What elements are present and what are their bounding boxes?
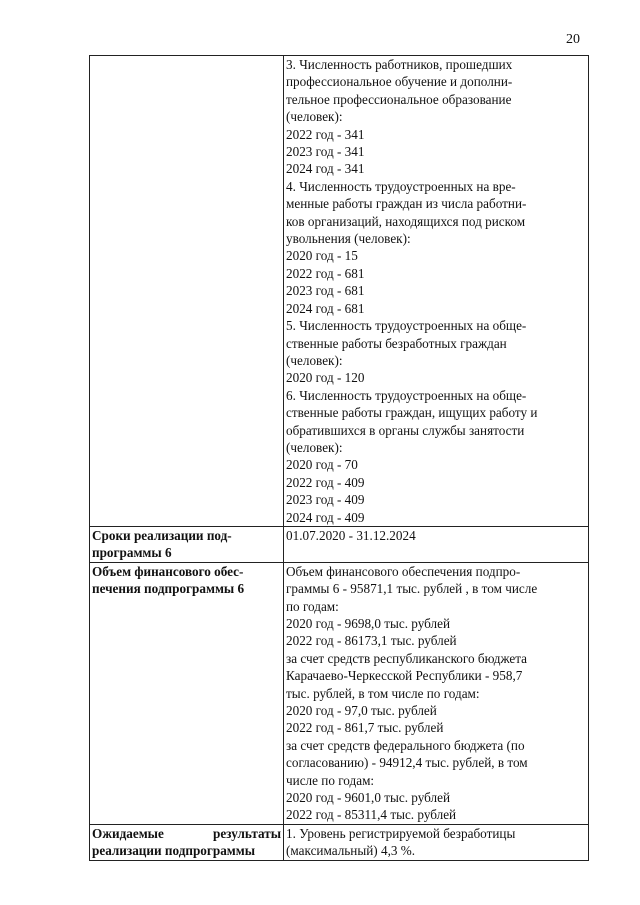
text-line: согласованию) - 94912,4 тыс. рублей, в том bbox=[286, 755, 528, 771]
text-line: 2024 год - 409 bbox=[286, 509, 365, 525]
text-line: профессиональное обучение и дополни- bbox=[286, 74, 513, 90]
text-line: обратившихся в органы службы занятости bbox=[286, 422, 525, 438]
text-line: увольнения (человек): bbox=[286, 231, 411, 247]
text-line: по годам: bbox=[286, 598, 339, 614]
row-value bbox=[284, 562, 589, 824]
page-number: 20 bbox=[566, 32, 580, 47]
text-line: 2024 год - 681 bbox=[286, 300, 365, 316]
label-line: программы 6 bbox=[92, 545, 172, 561]
text-line: 6. Численность трудоустроенных на обще- bbox=[286, 387, 527, 403]
text-line: 2022 год - 409 bbox=[286, 474, 365, 490]
text-line: 3. Численность работников, прошедших bbox=[286, 57, 513, 72]
text-line: 4. Численность трудоустроенных на вре- bbox=[286, 178, 516, 194]
text-line: Объем финансового обеспечения подпро- bbox=[286, 563, 521, 579]
text-line: (человек): bbox=[286, 439, 343, 455]
label-word: результаты bbox=[212, 825, 281, 841]
row-label bbox=[90, 824, 284, 860]
text-line: тельное профессиональное образование bbox=[286, 91, 512, 107]
label-line: печения подпрограммы 6 bbox=[92, 581, 245, 597]
text-line: 2022 год - 861,7 тыс. рублей bbox=[286, 720, 444, 736]
text-line: 2020 год - 9601,0 тыс. рублей bbox=[286, 790, 451, 806]
text-line: менные работы граждан из числа работни- bbox=[286, 196, 527, 212]
text-line: 2023 год - 409 bbox=[286, 492, 365, 508]
text-line: числе по годам: bbox=[286, 772, 375, 788]
text-line: ков организаций, находящихся под риском bbox=[286, 213, 526, 229]
table-row bbox=[90, 526, 589, 562]
text-line: граммы 6 - 95871,1 тыс. рублей , в том числе bbox=[286, 581, 538, 597]
text-line: 2022 год - 86173,1 тыс. рублей bbox=[286, 633, 457, 649]
text-line: 5. Численность трудоустроенных на обще- bbox=[286, 318, 527, 334]
label-line bbox=[92, 825, 281, 842]
label-word: Ожидаемые bbox=[92, 825, 164, 841]
subprogram-passport-table bbox=[89, 55, 589, 861]
text-line: 2024 год - 341 bbox=[286, 161, 365, 177]
text-line: 2020 год - 70 bbox=[286, 457, 358, 473]
text-line: 2020 год - 120 bbox=[286, 370, 365, 386]
text-line: 2023 год - 681 bbox=[286, 283, 365, 299]
text-line: 2022 год - 85311,4 тыс. рублей bbox=[286, 807, 457, 823]
text-line: (человек): bbox=[286, 109, 343, 125]
text-line: Карачаево-Черкесской Республики - 958,7 bbox=[286, 668, 523, 684]
text-line: за счет средств республиканского бюджета bbox=[286, 650, 528, 666]
text-line: 01.07.2020 - 31.12.2024 bbox=[286, 527, 416, 543]
row-label bbox=[90, 562, 284, 824]
table-row bbox=[90, 56, 589, 527]
text-line: 2020 год - 97,0 тыс. рублей bbox=[286, 703, 437, 719]
row-value bbox=[284, 824, 589, 860]
text-line: 2022 год - 681 bbox=[286, 265, 365, 281]
text-line: 1. Уровень регистрируемой безработицы bbox=[286, 825, 516, 841]
text-line: (человек): bbox=[286, 352, 343, 368]
text-line: 2020 год - 9698,0 тыс. рублей bbox=[286, 616, 451, 631]
label-line: Объем финансового обес- bbox=[92, 563, 244, 579]
row-label bbox=[90, 56, 284, 527]
text-line: (максимальный) 4,3 %. bbox=[286, 843, 416, 859]
label-line: реализации подпрограммы bbox=[92, 843, 256, 859]
row-value bbox=[284, 56, 589, 527]
label-line: Сроки реализации под- bbox=[92, 527, 232, 543]
text-line: ственные работы безработных граждан bbox=[286, 335, 507, 351]
text-line: 2023 год - 341 bbox=[286, 144, 365, 160]
table-row bbox=[90, 562, 589, 824]
text-line: тыс. рублей, в том числе по годам: bbox=[286, 685, 480, 701]
text-line: 2020 год - 15 bbox=[286, 248, 358, 264]
row-label bbox=[90, 526, 284, 562]
row-value bbox=[284, 526, 589, 562]
table-row bbox=[90, 824, 589, 860]
text-line: ственные работы граждан, ищущих работу и bbox=[286, 405, 538, 421]
text-line: за счет средств федерального бюджета (по bbox=[286, 737, 525, 753]
text-line: 2022 год - 341 bbox=[286, 126, 365, 142]
